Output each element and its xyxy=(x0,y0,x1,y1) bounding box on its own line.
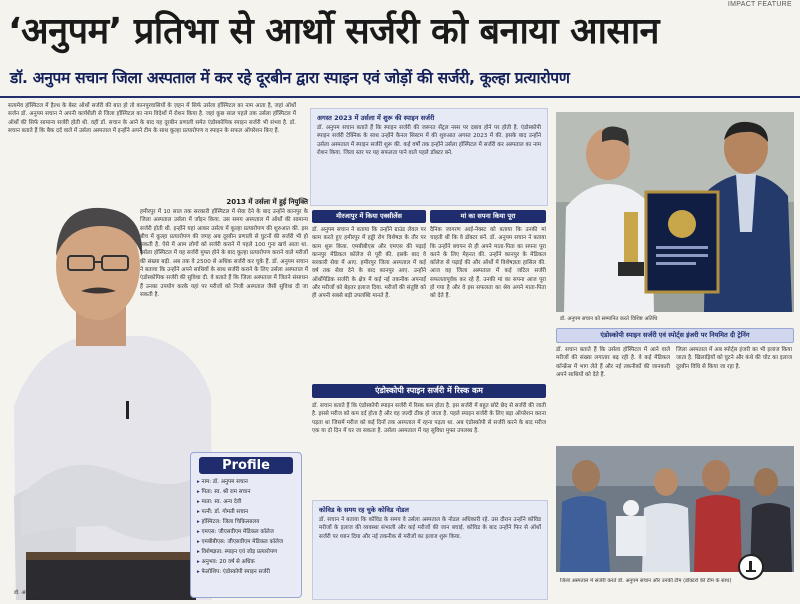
profile-box xyxy=(190,452,302,598)
subheadline: डॉ. अनुपम सचान जिला अस्पताल में कर रहे दूरबीन द्वारा स्पाइन एवं जोड़ों की सर्जरी, कूल्हा प्रत्यारोपण xyxy=(10,69,570,87)
profile-item: ▸ पिता: स्व. श्री राम सचान xyxy=(197,487,295,497)
profile-item: ▸ फेलोशिप: एंडोस्कोपी स्पाइन सर्जरी xyxy=(197,567,295,577)
col2-body: डॉ. अनुपम सचान ने बताया कि उन्होंने ग्राउंड लेवल पर काम करते हुए हमीरपुर में हड्डी रोग विशेषज्ञ के तौर पर काम शुरू किया. एमबीबीएस और एमएस की पढ़ाई कानपुर मेडिकल कॉलेज से पूरी की. इसके बाद वे सरकारी सेवा में आए. हमीरपुर जिला अस्पताल में कई वर्ष तक सेवा देने के बाद कानपुर आए. उन्होंने ऑर्थोपेडिक सर्जरी के क्षेत्र में कई नई तकनीक अपनाईं और मरीजों को बेहतर इलाज दिया. मरीजों की संतुष्टि को ही अपनी सबसे बड़ी उपलब्धि मानते हैं. xyxy=(312,227,426,300)
right-body-right: जिला अस्पताल में अब स्पोर्ट्स इंजरी का भी इलाज किया जाता है. खिलाड़ियों को घुटने और कंधे की चोट का इलाज दूरबीन विधि से किया जा रहा है. xyxy=(676,347,792,370)
headline: ‘अनुपम’ प्रतिभा से आर्थो सर्जरी को बनाया आसान xyxy=(8,11,660,52)
profile-list xyxy=(191,477,301,577)
center-bar-risk: एंडोस्कोपी स्पाइन सर्जरी में रिस्क कम xyxy=(312,384,546,398)
award-photo-caption: डॉ. अनुपम सचान को सम्मानित करते विशिष्ट अतिथि xyxy=(560,316,658,322)
profile-item: ▸ पत्नी: डॉ. गोमती सचान xyxy=(197,507,295,517)
profile-item: ▸ हॉस्पिटल: जिला चिकित्सालय xyxy=(197,517,295,527)
col3-heading-bar: मां का सपना किया पूरा xyxy=(430,210,546,223)
profile-title: Profile xyxy=(199,457,293,474)
right-body-left: डॉ. सचान बताते हैं कि उर्सला हॉस्पिटल में आने वाले मरीजों की संख्या लगातार बढ़ रही है. वे कई मेडिकल कॉन्फ्रेंस में भाग लेते हैं और नई तकनीकों की जानकारी अपने साथियों को देते हैं. xyxy=(556,347,670,378)
portrait-caption: डॉ. अनुपम सचान xyxy=(14,590,47,596)
right-heading-bar: एंडोस्कोपी स्पाइन सर्जरी एवं स्पोर्ट्स इंजरी पर नियमित दी ट्रेनिंग xyxy=(556,328,794,343)
col1-heading: 2013 में उर्सला में हुई नियुक्ति xyxy=(226,198,308,206)
col3-body: दैनिक जागरण आई-नेक्स्ट को बताया कि उनकी मां चाहती थीं कि वे डॉक्टर बनें. डॉ. अनुपम सचान ने बताया कि उन्होंने बचपन से ही अपने माता-पिता का सपना पूरा करने के लिए मेहनत की. उन्होंने कानपुर के मेडिकल कॉलेज से पढ़ाई की और ऑर्थो में विशेषज्ञता हासिल की. आज वह जिला अस्पताल में कई जटिल सर्जरी सफलतापूर्वक कर रहे हैं. उनकी मां का सपना आज पूरा हो गया है और वे इस सफलता का श्रेय अपने माता-पिता को देते हैं. xyxy=(430,227,546,300)
col1-body: हमीरपुर में 10 साल तक सरकारी हॉस्पिटल में सेवा देने के बाद उन्होंने कानपुर के जिला अस्पताल उर्सला में जॉइन किया. उस समय अस्पताल में ऑर्थो की सामान्य सर्जरी होती थी. इन्होंने यहां आकर उर्सला में कूल्हा प्रत्यारोपण की शुरुआत की. इस बीच में कूल्हा प्रत्यारोपण की जगह अब दूरबीन प्रणाली से घुटनों की सर्जरी भी हो सकती है. ऐसे में आम लोगों को सर्जरी कराने में पहले 100 गुना खर्च आता था. उर्सला हॉस्पिटल में यह सर्जरी मुफ्त होने के बाद कूल्हा प्रत्यारोपण कराने वाले मरीजों की संख्या बढ़ी. अब तक वे 2500 से अधिक सर्जरी कर चुके हैं. डॉ. अनुपम सचान ने बताया कि उन्होंने अपने साथियों के साथ सर्जरी कराने के लिए उर्सला अस्पताल में एंडोस्कोपिक सर्जरी की सुविधा दी. वे बताते हैं कि जिला अस्पताल में जितने संसाधन हैं उनका उपयोग करके यहां पर मरीजों को निजी अस्पताल जैसी सुविधा दी जा सकती है. xyxy=(140,209,308,298)
profile-item: ▸ एमएस: जीएसवीएम मेडिकल कॉलेज xyxy=(197,527,295,537)
profile-item: ▸ नाम: डॉ. अनुपम सचान xyxy=(197,477,295,487)
col2-heading-bar: मीरजापुर में किया एक्सीलेंस xyxy=(312,210,426,223)
center-top-heading: अगस्त 2023 में उर्सला में शुरू की स्पाइन सर्जरी xyxy=(317,114,435,122)
center-covid-box xyxy=(312,500,548,600)
award-photo xyxy=(556,112,794,312)
profile-item: ▸ माता: स्व. अन्य देवी xyxy=(197,497,295,507)
center-body-risk: डॉ. सचान बताते हैं कि एंडोस्कोपी स्पाइन सर्जरी में रिस्क कम होता है. इस सर्जरी में बहुत छोटे छेद से सर्जरी की जाती है. इससे मरीज को कम दर्द होता है और वह जल्दी ठीक हो जाता है. पहले स्पाइन सर्जरी के लिए बड़ा ऑपरेशन करना पड़ता था जिसमें मरीज को कई दिनों तक अस्पताल में रहना पड़ता था. अब एंडोस्कोपी से सर्जरी करने के बाद मरीज एक या दो दिन में घर जा सकता है. उर्सला अस्पताल में यह सुविधा मुफ्त उपलब्ध है. xyxy=(312,403,546,434)
surgery-photo xyxy=(556,446,794,572)
center-top-body: डॉ. अनुपम सचान बताते हैं कि स्पाइन सर्जरी की जरूरत सेंट्रल नस्स पर दबाव होने पर होती है. एंडोस्कोपी स्पाइन सर्जरी टेक्निक के साथ उन्होंने कैनल सिस्टम में की शुरुआत अगस्त 2023 में की. इसके बाद उन्होंने उर्सला अस्पताल में स्पाइन सर्जरी शुरू की. कई वर्षों तक इन्होंने उर्सला हॉस्पिटल में सर्जरी कर अस्पताल का नाम रोशन किया. जिला स्तर पर यह सफलता पाने वाले पहले डॉक्टर बने. xyxy=(317,125,541,156)
surgery-photo-caption: जिला अस्पताल में सर्जरी करते डॉ. अनुपम सचान और उनकी टीम (डॉक्टरों की टीम के साथ) xyxy=(560,578,732,584)
profile-item: ▸ एमबीबीएस: जीएसवीएम मेडिकल कॉलेज xyxy=(197,537,295,547)
impact-feature-label: IMPACT FEATURE xyxy=(727,1,792,8)
center-top-box xyxy=(310,108,548,206)
center-covid-heading: कोविड के समय रह चुके कोविड नोडल xyxy=(319,506,409,514)
play-circle-icon[interactable] xyxy=(738,554,764,580)
center-covid-body: डॉ. सचान ने बताया कि कोविड के समय वे उर्सला अस्पताल के नोडल अधिकारी रहे. उस दौरान उन्होंने कोविड मरीजों के इलाज की व्यवस्था संभाली और कई मरीजों की जान बचाई. कोविड के बाद उन्होंने फिर से ऑर्थो सर्जरी पर ध्यान दिया और नई तकनीक से मरीजों का इलाज शुरू किया. xyxy=(319,517,541,540)
profile-item: ▸ विशेषज्ञता: स्पाइन एवं जोड़ प्रत्यारोपण xyxy=(197,547,295,557)
intro-paragraph: सत्यमेव हॉस्पिटल में हैल्थ के बेस्ट ऑर्थो सर्जरी की बात हो तो कानपुरवासियों के ज़हन में सिर्फ उर्सला हॉस्पिटल का नाम आता है, जहां ऑर्थो सर्जन डॉ. अनुपम सचान ने अपनी कार्यशैली से जिला हॉस्पिटल का नाम विदेशों में रोशन किया है. जहां कुछ साल पहले तक उर्सला हॉस्पिटल में ऑर्थो की सिर्फ सामान्य सर्जरी होती थी. वहीं डॉ. सचान के आने के बाद यह दूरबीन प्रणाली समेत एंडोस्कोपिक स्पाइन सर्जरी भी संभव है. डॉ. सचान बताते हैं कि बैक दर्द वाले में उर्सला अस्पताल में इन्होंने अपने टीम के साथ कूल्हा प्रत्यारोपण व स्पाइन के सफल ऑपरेशन किए हैं. xyxy=(8,103,296,134)
profile-item: ▸ अनुभव: 20 वर्ष से अधिक xyxy=(197,557,295,567)
divider-rule xyxy=(0,96,800,98)
